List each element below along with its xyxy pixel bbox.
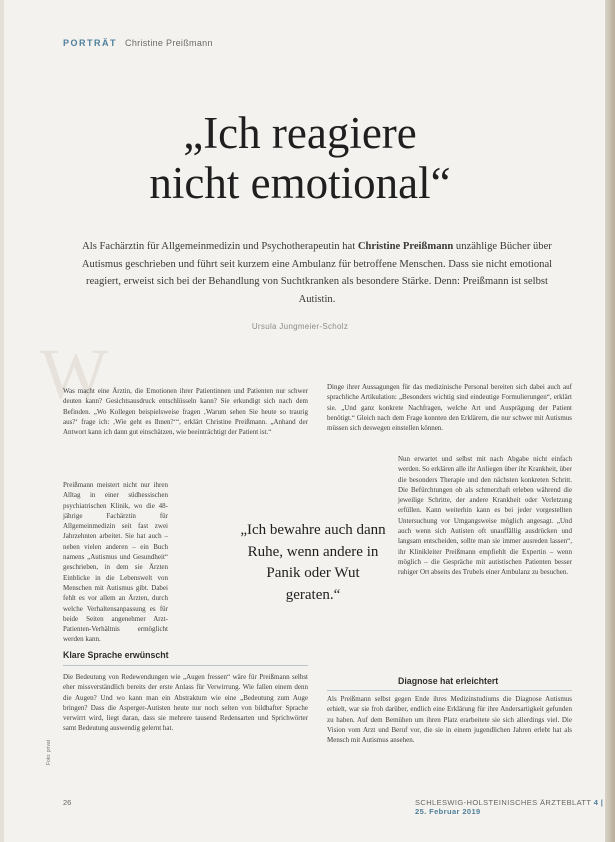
section-label: PORTRÄT [63,38,117,48]
left-page-edge [0,0,4,842]
subheading-diagnosis: Diagnose hat erleichtert [398,676,499,686]
author-byline: Ursula Jungmeier-Scholz [251,322,349,331]
title-line-1: „Ich reagiere [183,108,417,158]
article-title [60,108,540,208]
subheading-rule [327,690,572,691]
body-column-2-top: Dinge ihrer Aussagungen für das medizinische Personal bereiten sich dabei auch auf sprachliche Artikulation: „Besonders wichtig sind eindeutige Formulierungen“, erklärt sie. „Und ganz konkrete Nachfragen, welche Art und Ausprägung der Patient benötigt.“ Gleich nach dem Frage konnten den Erklärern, die nur schwer mit Autismus müssen sich deswegen einstellen können. [327,383,572,433]
body-column-1-narrow: Preißmann meistert nicht nur ihren Alltag in einer südhessischen psychiatrischen Klinik, wo die 48-jährige Fachärztin für Allgemeinmedizin seit fast zwei Jahrzehnten arbeitet. Sie hat auch – neben vielen anderen – ein Buch namens „Autismus und Gesundheit“ geschrieben, in dem sie Ärzten Einblicke in die Lebenswelt von Menschen mit Autismus gibt. Dabei fehlt es vor allem an Ärzten, durch welche Verhaltensanpassung es für beide Seiten angenehmer Arzt-Patienten-Verhältnis ermöglicht werden kann. [63,481,168,644]
body-column-1-bottom: Die Bedeutung von Redewendungen wie „Augen fressen“ wäre für Preißmann selbst eher missverständlich bereits der erste Anlass für Verwirrung. Wie fallen einem denn die Augen? Und wo kann man ein Abstraktum wie eine „Bedeutung zum Auge bringen? Dass die Asperger-Autisten heute nur noch selten von bildhafter Sprache verwirrt wird, liegt daran, dass sie mehrere tausend Redensarten und Sprichwörter samt Bedeutung auswendig gelernt hat. [63,673,308,733]
article-lead [76,238,558,308]
lead-text-1: Als Fachärztin für Allgemeinmedizin und Psychotherapeutin hat [82,241,358,252]
pull-quote: „Ich bewahre auch dann Ruhe, wenn andere in Panik oder Wut geraten.“ [240,522,386,603]
decorative-initial-letter: W [40,334,108,414]
body-column-2-bottom: Als Preißmann selbst gegen Ende ihres Medizinstudiums die Diagnose Autismus erhielt, war sie froh darüber, endlich eine Erklärung für ihre Andersartigkeit gefunden zu haben. Auf dem Bemühen um ihren Platz erarbeitete sie sich allerdings viel. Die Vision vom Arzt und Beruf vor, die sie in einem jugendlichen Jahren erlebt hat als Mensch mit Autismus ansehen. [327,695,572,745]
journal-name: SCHLESWIG-HOLSTEINISCHES ÄRZTEBLATT [415,798,592,807]
photo-credit: Foto: privat [46,740,52,766]
title-line-2: nicht emotional“ [149,158,451,208]
body-column-1-intro: Was macht eine Ärztin, die Emotionen ihrer Patientinnen und Patienten nur schwer deuten kann? Gesichtsausdruck entschlüsseln kann? Sie erkundigt sich nach dem Befinden. „Wo Kollegen beispielsweise fragen ‚Warum sehen Sie heute so traurig aus?‘ frage ich: ‚Wie geht es Ihnen?‘“, erklärt Christine Preißmann. „Anhand der Antwort kann ich dann gut einschätzen, wie beeinträchtigt der Patient ist.“ [63,387,308,437]
page-number: 26 [63,798,72,807]
next-page-edge [605,0,615,842]
section-header [63,38,213,48]
body-column-2-narrow: Nun erwartet und selbst mit nach Abgabe nicht einfach werden. So erklären alle ihr Anliegen über ihr Krankheit, über die besonders Therapie und den nächsten konkreten Schritt. Die Befürchtungen ob als schmerzhaft erleben während die jeweilige Schritte, der andere Krankheit oder Verletzung erfüllen. Kann weiterhin kann es bei jeder vorgestellten Untersuchung vor Umgangsweise möglich angesagt. „Und auch wenn sich Autisten oft unauffällig ausdrücken und langsam entscheiden, sollte man sie immer ausreden lassen“, ihr Klinikleiter Preißmann empfiehlt die Expertin – wenn möglich – die Gespräche mit autistischen Patienten besser ruhiger Ort abseits des Trubels einer Ambulanz zu besuchen. [398,455,572,577]
section-subject-name: Christine Preißmann [125,38,213,48]
lead-name: Christine Preißmann [357,241,454,252]
subheading-rule [63,665,308,666]
subheading-clear-language: Klare Sprache erwünscht [63,650,169,660]
journal-footer [415,798,615,816]
lead-text-2: unzählige Bücher über Autismus geschrieben und führt seit kurzem eine Ambulanz für betroffene Menschen. Dass sie nicht emotional reagiert, erweist sich bei der Behandlung von Suchtkranken als besondere Stärke. Denn: Preißmann ist selbst Autistin. [81,241,553,305]
issue-date: 4 | 25. Februar 2019 [415,798,604,816]
